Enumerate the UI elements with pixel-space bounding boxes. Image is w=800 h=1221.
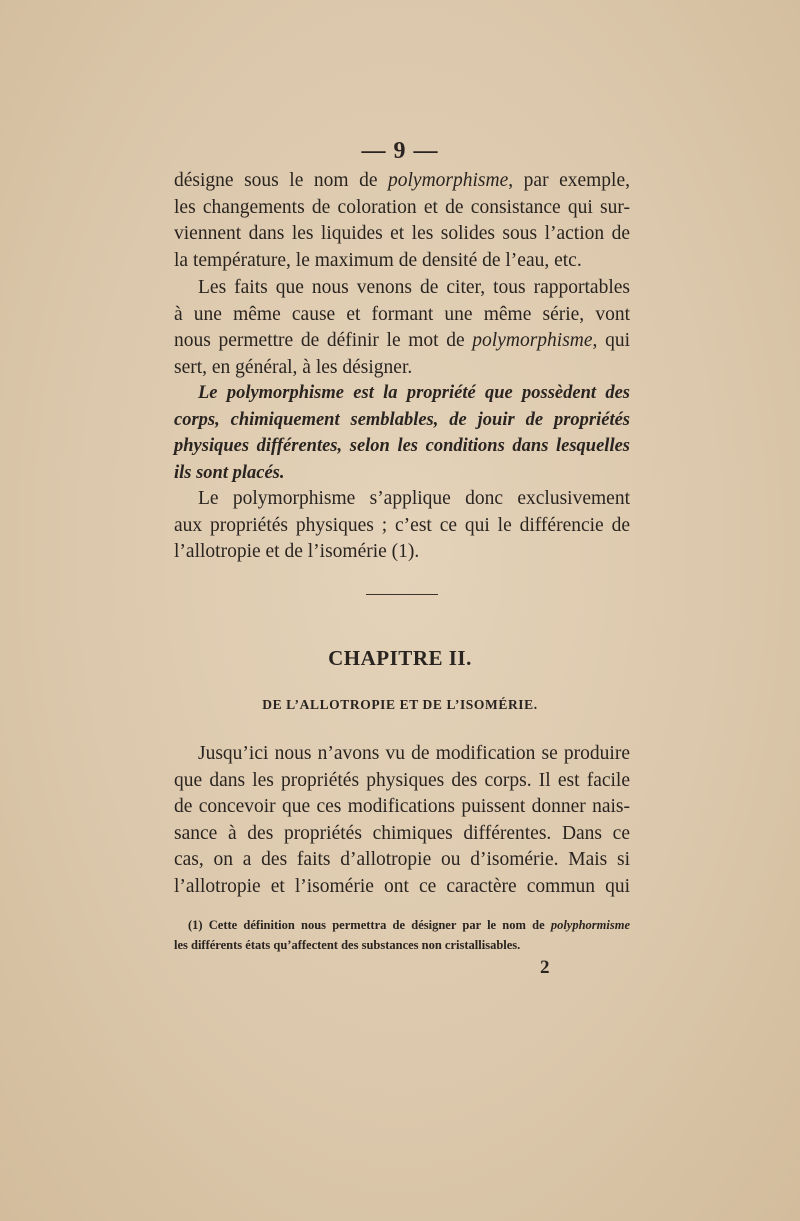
text-run: , qui — [592, 330, 630, 351]
text-run: , par exemple, — [508, 170, 631, 191]
text-line: viennent dans les liquides et les solides sous l’action de — [174, 223, 630, 244]
page-number: — 9 — — [361, 138, 439, 164]
text-run: désigne sous le nom de — [174, 170, 389, 191]
paragraph-2 — [174, 275, 630, 381]
text-line: sert, en général, à les désigner. — [174, 356, 413, 378]
chapter-subtitle: DE L’ALLOTROPIE ET DE L’ISOMÉRIE. — [262, 697, 538, 712]
text-line: physiques différentes, selon les conditions dans lesquelles — [174, 436, 630, 456]
chapter-title: CHAPITRE II. — [328, 646, 472, 670]
signature-mark: 2 — [540, 957, 550, 978]
text-line: de concevoir que ces modifications puissent donner nais- — [174, 796, 630, 817]
section-divider — [366, 594, 438, 595]
text-line — [174, 328, 630, 355]
footnote-line — [174, 915, 630, 935]
italic-term: polyphormisme — [550, 918, 630, 932]
text-line: la température, le maximum de densité de l’eau, etc. — [174, 249, 582, 271]
text-line: ils sont placés. — [174, 462, 285, 483]
text-line: Le polymorphisme s’applique donc exclusivement — [198, 488, 630, 509]
text-line: Jusqu’ici nous n’avons vu de modification se produire — [198, 743, 630, 764]
paragraph-1 — [174, 168, 630, 274]
text-line — [174, 168, 630, 195]
italic-term: polymorphisme — [472, 330, 593, 351]
text-line: aux propriétés physiques ; c’est ce qui le différencie de — [174, 514, 630, 536]
text-run: (1) Cette définition nous permettra de désigner par le nom de — [188, 918, 551, 932]
paragraph-3 — [174, 486, 630, 566]
text-line: l’allotropie et de l’isomérie (1). — [174, 541, 420, 562]
text-line: Les faits que nous venons de citer, tous rapportables — [198, 277, 630, 298]
text-run: nous permettre de définir le mot de — [174, 330, 473, 351]
text-line: cas, on a des faits d’allotropie ou d’isomérie. Mais si — [174, 849, 630, 870]
text-line: sance à des propriétés chimiques différentes. Dans ce — [174, 822, 630, 844]
italic-term: polymorphisme — [388, 170, 509, 191]
text-line: corps, chimiquement semblables, de jouir de propriétés — [174, 409, 630, 430]
text-line: l’allotropie et l’isomérie ont ce caractère commun qui — [174, 875, 630, 897]
paragraph-4 — [174, 741, 630, 900]
text-line: que dans les propriétés physiques des corps. Il est facile — [174, 769, 630, 791]
text-line: les changements de coloration et de consistance qui sur- — [174, 196, 630, 218]
text-line: Le polymorphisme est la propriété que possèdent des — [198, 383, 630, 403]
footnote-line: les différents états qu’affectent des substances non cristallisables. — [174, 938, 521, 952]
footnote — [174, 915, 630, 955]
text-line: à une même cause et formant une même série, vont — [174, 303, 630, 325]
definition-paragraph — [174, 380, 630, 486]
